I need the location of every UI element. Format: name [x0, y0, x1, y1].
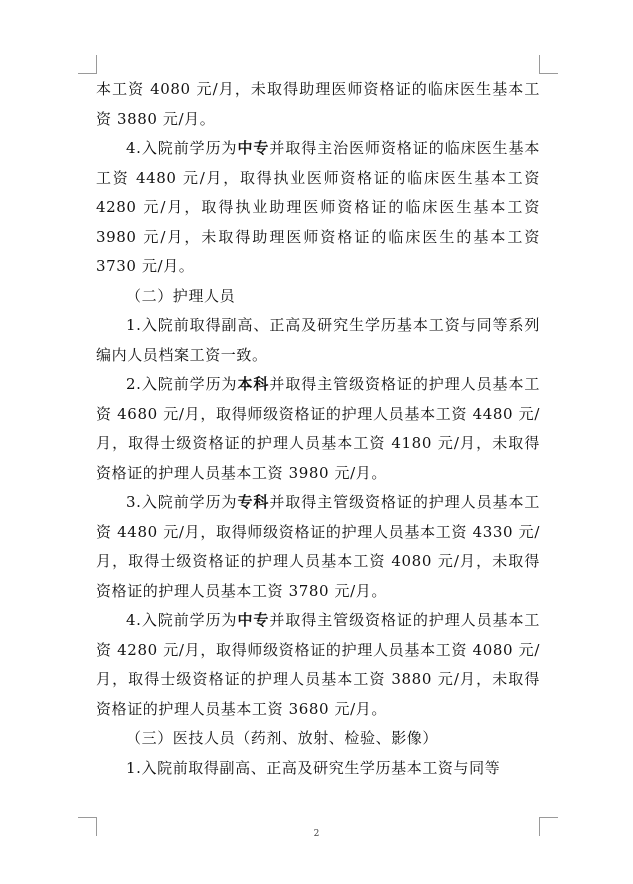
text-run: 1.入院前取得副高、正高及研究生学历基本工资与同等	[126, 758, 501, 777]
section-heading-nursing	[96, 282, 540, 312]
paragraph-7	[96, 606, 540, 724]
heading-text: （二）护理人员	[126, 286, 236, 305]
text-run: 1.入院前取得副高、正高及研究生学历基本工资与同等系列编内人员档案工资一致。	[96, 316, 540, 364]
paragraph-6	[96, 488, 540, 606]
heading-text: （三）医技人员（药剂、放射、检验、影像）	[126, 729, 439, 747]
body-text	[96, 75, 540, 783]
text-run: 并取得主治医师资格证的临床医生基本工资 4480 元/月，取得执业医师资格证的临床医生基本工资 4280 元/月，取得执业助理医师资格证的临床医生基本工资 3980 元/月，未取得助理医师资格证的临床医生的基本工资 3730 元/月。	[96, 139, 540, 275]
text-run: 并取得主管级资格证的护理人员基本工资 4280 元/月，取得师级资格证的护理人员基本工资 4080 元/月，取得士级资格证的护理人员基本工资 3880 元/月，未取得资格证的护理人员基本工资 3680 元/月。	[96, 611, 540, 718]
section-heading-medtech	[96, 724, 540, 754]
crop-mark-top-right	[539, 55, 558, 74]
bold-run: 中专	[237, 611, 270, 629]
text-run: 并取得主管级资格证的护理人员基本工资 4680 元/月，取得师级资格证的护理人员基本工资 4480 元/月，取得士级资格证的护理人员基本工资 4180 元/月，未取得资格证的护理人员基本工资 3980 元/月。	[96, 375, 540, 482]
text-run: 本工资 4080 元/月，未取得助理医师资格证的临床医生基本工资 3880 元/月。	[96, 80, 540, 128]
paragraph-2	[96, 134, 540, 282]
paragraph-9	[96, 754, 540, 784]
paragraph-1	[96, 75, 540, 134]
bold-run: 本科	[237, 375, 270, 393]
text-run: 并取得主管级资格证的护理人员基本工资 4480 元/月，取得师级资格证的护理人员基本工资 4330 元/月，取得士级资格证的护理人员基本工资 4080 元/月，未取得资格证的护理人员基本工资 3780 元/月。	[96, 493, 540, 600]
text-run: 3.入院前学历为	[126, 493, 238, 511]
crop-mark-top-left	[78, 55, 97, 74]
paragraph-5	[96, 370, 540, 488]
bold-run: 专科	[237, 493, 270, 511]
text-run: 4.入院前学历为	[126, 139, 238, 157]
paragraph-4	[96, 311, 540, 370]
page-number: 2	[313, 829, 320, 839]
text-run: 4.入院前学历为	[126, 611, 238, 629]
bold-run: 中专	[237, 139, 270, 157]
text-run: 2.入院前学历为	[126, 375, 238, 393]
